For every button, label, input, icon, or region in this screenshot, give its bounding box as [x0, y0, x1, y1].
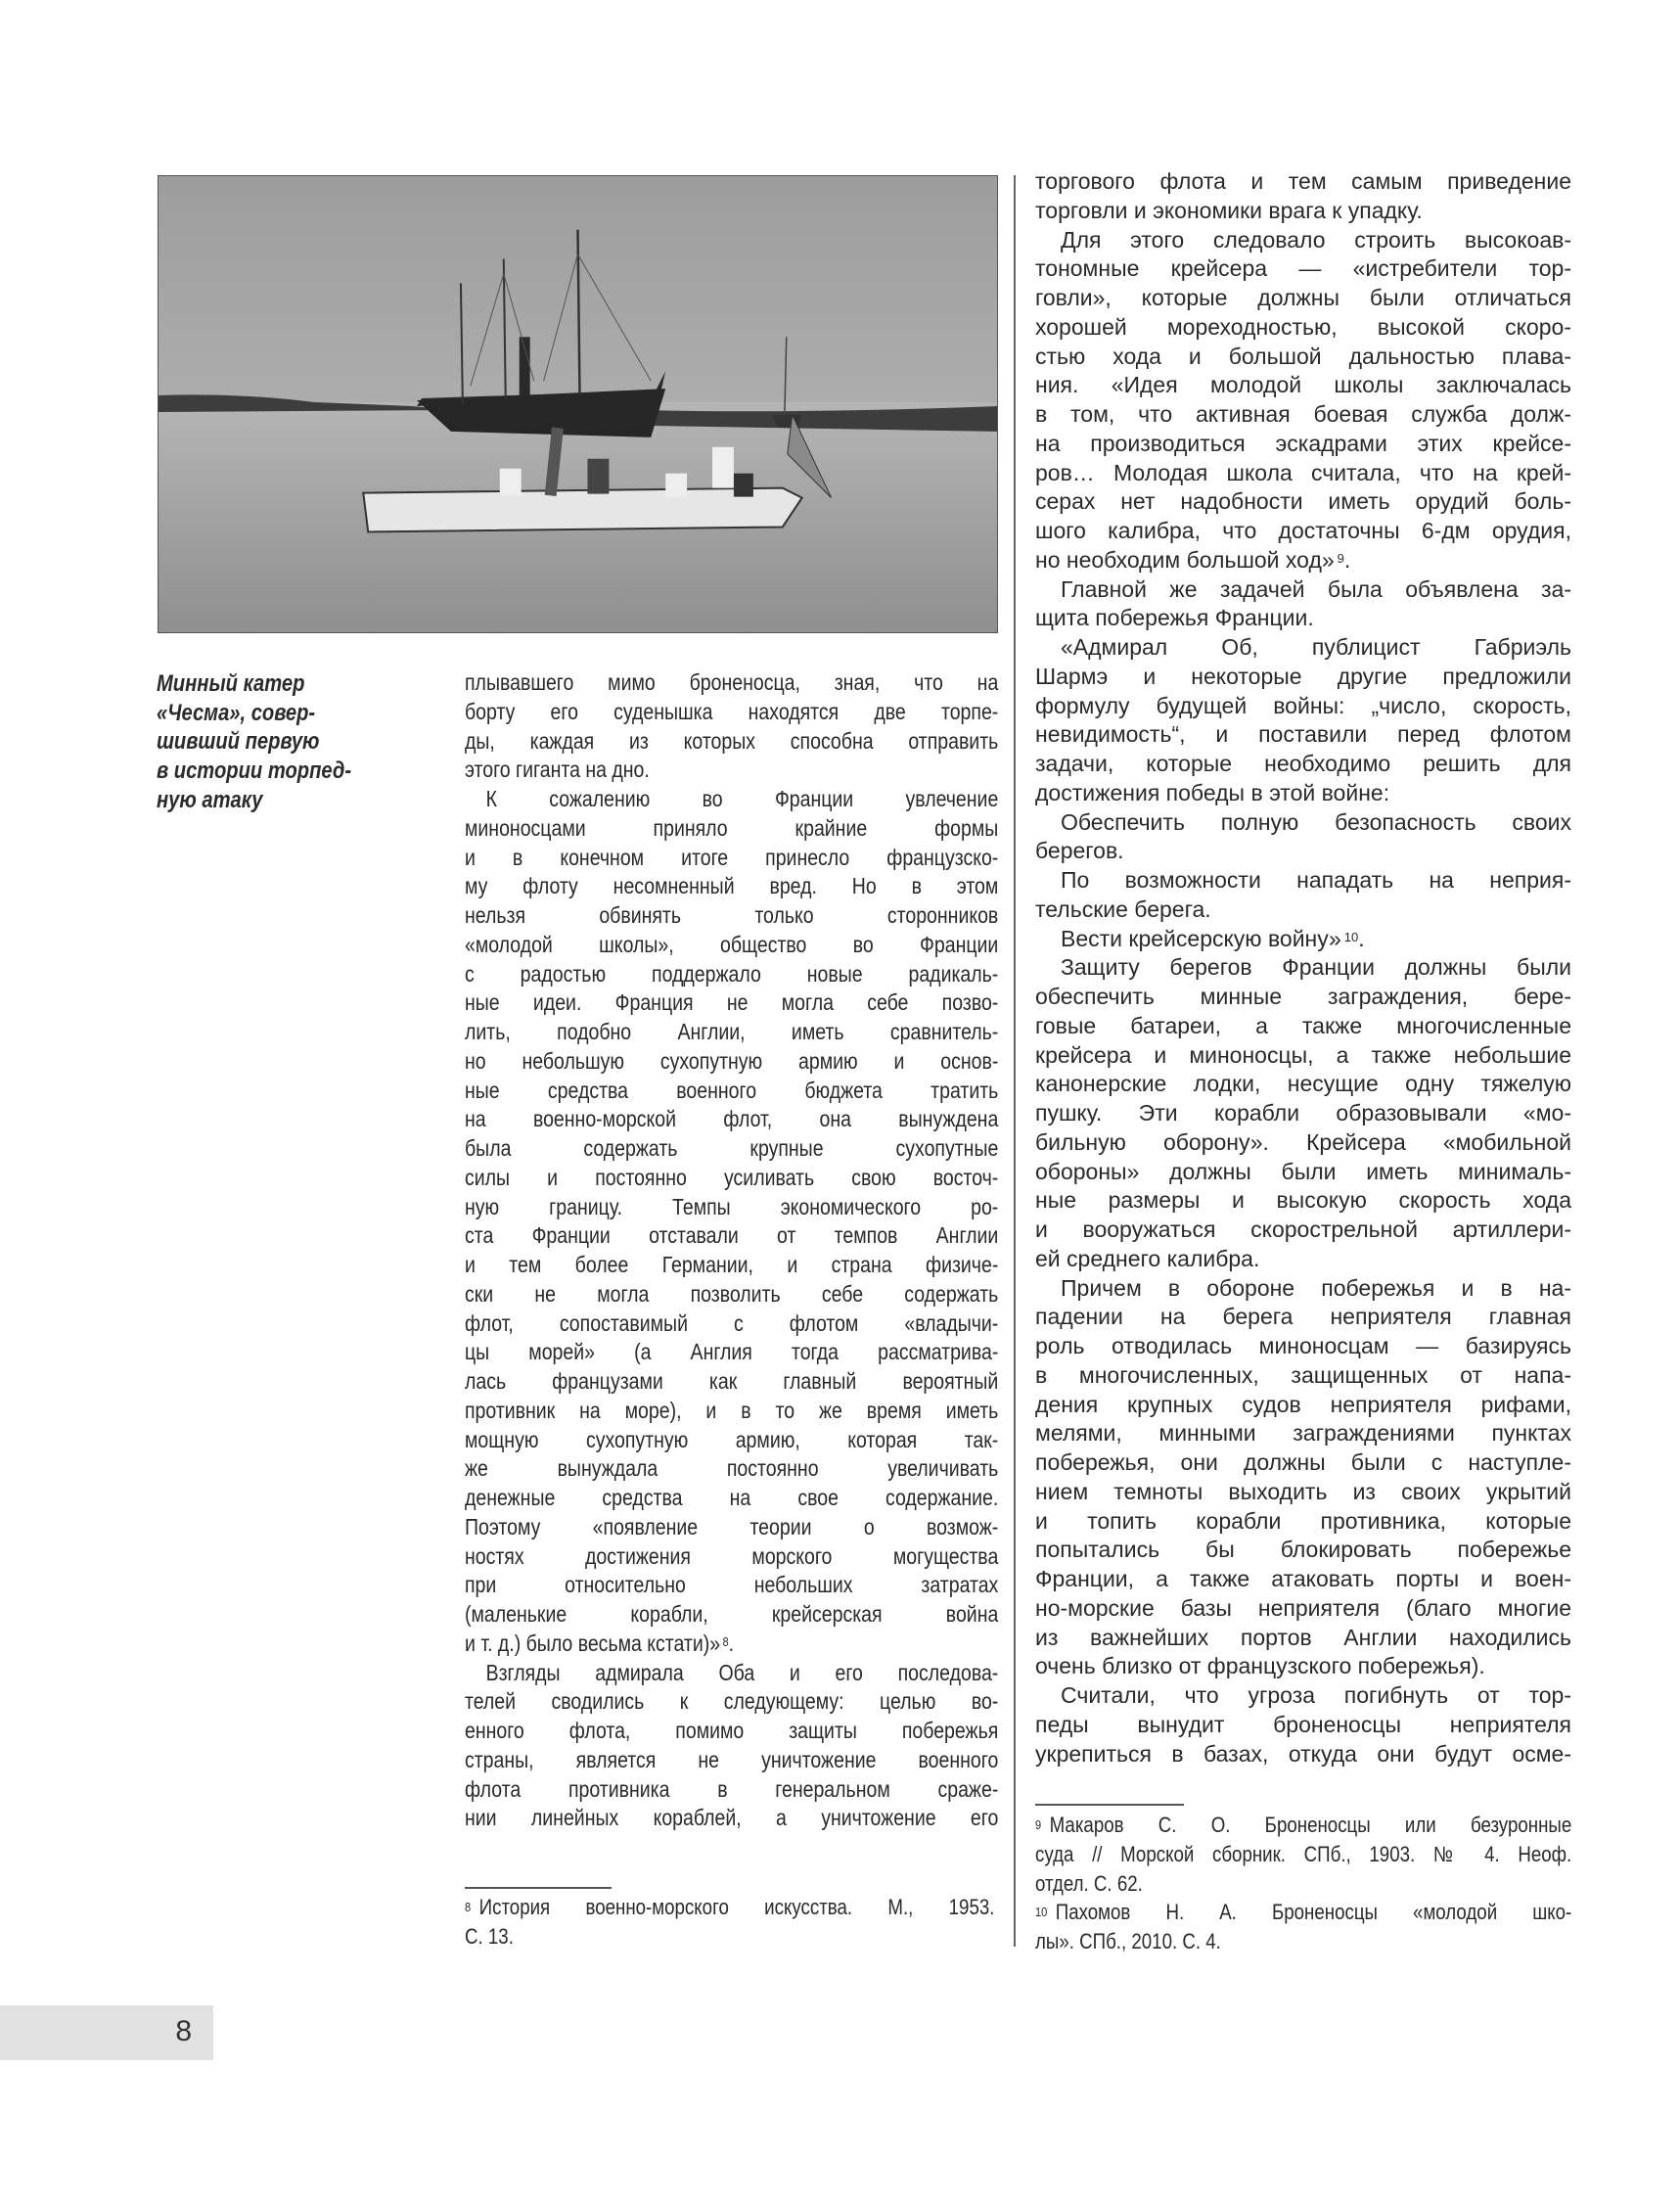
- text-line: [1035, 546, 1571, 575]
- text-line: [465, 1804, 998, 1833]
- text-line-content: обороны» должны были иметь минималь-: [1035, 1158, 1571, 1184]
- text-line-content: очень близко от французского побережья).: [1035, 1653, 1485, 1679]
- text-line: [465, 844, 998, 873]
- text-line-content: ей среднего калибра.: [1035, 1245, 1260, 1271]
- footnote-ref: 8: [722, 1633, 729, 1649]
- text-line: [1035, 925, 1571, 954]
- text-line: [1035, 459, 1571, 488]
- text-line-content: лить, подобно Англии, иметь сравнитель-: [465, 1019, 999, 1044]
- text-line-content: ста Франции отставали от темпов Англии: [465, 1222, 999, 1249]
- punctuation: .: [1343, 546, 1351, 573]
- text-line: [1035, 896, 1571, 925]
- text-line-content: Поэтому «появление теории о возмож-: [465, 1513, 999, 1539]
- text-line: [1035, 167, 1571, 197]
- text-line-content: берегов.: [1035, 838, 1124, 864]
- text-line-content: но небольшую сухопутную армию и основ-: [465, 1047, 999, 1074]
- text-line-content: укрепиться в базах, откуда они будут осме-: [1035, 1740, 1571, 1767]
- text-line: [1035, 750, 1571, 779]
- text-line: [1035, 197, 1571, 226]
- text-line: [465, 1746, 998, 1775]
- text-line: [1035, 430, 1571, 459]
- text-line: [1035, 633, 1571, 663]
- text-line: [1035, 866, 1571, 896]
- text-line: [465, 1164, 998, 1193]
- text-line-content: нии линейных кораблей, а уничтожение его: [465, 1805, 999, 1831]
- footnote-number: 8: [465, 1900, 472, 1914]
- caption-line: в истории торпед-: [157, 758, 352, 785]
- page-number: 8: [175, 2015, 192, 2047]
- text-line-content: стью хода и большой дальностью плава-: [1035, 343, 1571, 369]
- text-line: [1035, 1681, 1571, 1711]
- text-line-content: этого гиганта на дно.: [465, 757, 650, 783]
- text-line-content: щита побережья Франции.: [1035, 605, 1314, 631]
- footnote-ref: 9: [1337, 550, 1344, 566]
- text-line-content: Главной же задачей была объявлена за-: [1061, 575, 1571, 602]
- text-line: [465, 756, 998, 785]
- text-line: [1035, 1186, 1571, 1216]
- text-line-content: побережья, они должны были с наступле-: [1035, 1449, 1571, 1475]
- text-line: [1035, 1740, 1571, 1769]
- text-line-content: Франции, а также атаковать порты и воен-: [1035, 1566, 1571, 1591]
- text-line: [1035, 1478, 1571, 1507]
- footnote-number: 10: [1035, 1905, 1048, 1920]
- paragraph: [1035, 953, 1571, 1273]
- text-line-content: К сожалению во Франции увлечение: [485, 786, 999, 811]
- text-line-content: формулу будущей войны: „число, скорость,: [1035, 692, 1571, 718]
- caption-line: ную атаку: [157, 786, 263, 813]
- text-line: [1035, 1303, 1571, 1332]
- text-line: [465, 1077, 998, 1106]
- text-line: [465, 1280, 998, 1309]
- punctuation: .: [1358, 925, 1365, 951]
- text-line-content: Шармэ и некоторые другие предложили: [1035, 663, 1571, 689]
- text-line: [465, 1571, 998, 1600]
- text-line: [1035, 1448, 1571, 1478]
- text-line-content: пушку. Эти корабли образовывали «мо-: [1035, 1100, 1571, 1125]
- text-line: [465, 1659, 998, 1688]
- caption-line: Минный катер: [157, 670, 305, 697]
- footnote-line: [1035, 1811, 1571, 1840]
- footnote-text: Пахомов Н. А. Броненосцы «молодой шко-: [1055, 1900, 1572, 1925]
- text-line: [1035, 1507, 1571, 1537]
- text-line: [465, 1134, 998, 1164]
- text-line-content: Обеспечить полную безопасность своих: [1061, 808, 1571, 835]
- text-line: [465, 785, 998, 814]
- text-line-content: в том, что активная боевая служба долж-: [1035, 401, 1571, 427]
- footnote-text: отдел. С. 62.: [1035, 1870, 1143, 1896]
- text-line-content: ные идеи. Франция не могла себе позво-: [465, 989, 999, 1016]
- text-line: [1035, 371, 1571, 400]
- footnote-number: 9: [1035, 1817, 1042, 1832]
- text-line-content: достижения победы в этой войне:: [1035, 779, 1390, 805]
- footnote-line: [465, 1922, 994, 1952]
- text-line: [465, 1484, 998, 1513]
- footnote: [1035, 1811, 1571, 1898]
- paragraph: [1035, 575, 1571, 634]
- text-line-content: педы вынудит броненосцы неприятеля: [1035, 1711, 1571, 1737]
- text-line-content: ностях достижения морского могущества: [465, 1542, 999, 1569]
- text-line: [465, 872, 998, 901]
- caption-line: «Чесма», совер-: [157, 699, 316, 726]
- text-line: [1035, 1594, 1571, 1624]
- paragraph: [465, 668, 998, 785]
- text-line: [1035, 808, 1571, 838]
- text-line-content: и тем более Германии, и страна физиче-: [465, 1252, 999, 1277]
- text-line: [465, 1600, 998, 1630]
- text-line: [1035, 953, 1571, 983]
- text-line-content: «молодой школы», общество во Франции: [465, 931, 999, 957]
- text-line-content: задачи, которые необходимо решить для: [1035, 751, 1571, 776]
- text-line: [1035, 1070, 1571, 1099]
- text-line: [1035, 1536, 1571, 1565]
- text-line: [465, 960, 998, 989]
- text-line-content: но необходим большой ход»: [1035, 546, 1335, 573]
- footnote-line: [465, 1893, 994, 1922]
- text-line: [1035, 663, 1571, 692]
- text-line-content: ния. «Идея молодой школы заключалась: [1035, 372, 1571, 398]
- text-line: [1035, 400, 1571, 430]
- text-line-content: Причем в обороне побережья и в на-: [1061, 1274, 1571, 1301]
- text-line: [1035, 343, 1571, 372]
- text-line-content: флот, сопоставимый с флотом «владычи-: [465, 1309, 999, 1336]
- photo-torpedo-boat-chesma: [158, 175, 998, 633]
- text-line-content: мощную сухопутную армию, которая так-: [465, 1426, 999, 1452]
- text-line-content: серах нет надобности иметь орудий боль-: [1035, 488, 1571, 515]
- text-line-content: говли», которые должны были отличаться: [1035, 285, 1571, 310]
- text-line: [1035, 313, 1571, 343]
- text-line-content: в многочисленных, защищенных от напа-: [1035, 1361, 1571, 1388]
- text-line-content: обеспечить минные заграждения, бере-: [1035, 984, 1571, 1009]
- text-line: [1035, 1391, 1571, 1420]
- text-line-content: Для этого следовало строить высокоав-: [1061, 226, 1571, 253]
- text-line: [465, 1775, 998, 1805]
- text-line: [1035, 983, 1571, 1012]
- text-line: [1035, 1624, 1571, 1653]
- text-line: [1035, 254, 1571, 284]
- text-line-content: на производиться эскадрами этих крейсе-: [1035, 430, 1571, 456]
- text-line: [1035, 1099, 1571, 1128]
- caption-line: шивший первую: [157, 728, 320, 756]
- text-line-content: же вынуждала постоянно увеличивать: [465, 1455, 999, 1482]
- paragraph: [465, 785, 998, 1659]
- text-line-content: бильную оборону». Крейсера «мобильной: [1035, 1128, 1571, 1155]
- body-column-middle: [465, 668, 998, 1833]
- body-column-right: [1035, 167, 1571, 1769]
- text-line-content: По возможности нападать на неприя-: [1061, 867, 1571, 893]
- paragraph: [1035, 866, 1571, 925]
- text-line-content: говые батареи, а также многочисленные: [1035, 1012, 1571, 1038]
- footnote-line: [1035, 1898, 1571, 1927]
- text-line: [465, 1047, 998, 1077]
- footnote: [465, 1893, 994, 1952]
- footnote-text: Макаров С. О. Броненосцы или безуронные: [1049, 1813, 1572, 1837]
- text-line: [1035, 1158, 1571, 1187]
- paragraph: [1035, 1681, 1571, 1769]
- text-line: [465, 931, 998, 960]
- footnote-separator: [1035, 1804, 1184, 1806]
- text-line: [465, 1251, 998, 1280]
- footnote-line: [1035, 1840, 1571, 1869]
- text-line-content: Защиту берегов Франции должны были: [1061, 954, 1571, 981]
- text-line: [465, 1105, 998, 1134]
- page-number-box: [0, 2005, 213, 2060]
- text-line: [465, 1454, 998, 1484]
- text-line-content: ные размеры и высокую скорость хода: [1035, 1187, 1571, 1214]
- text-line-content: тельские берега.: [1035, 896, 1211, 922]
- text-line: [1035, 1216, 1571, 1245]
- text-line-content: миноносцами приняло крайние формы: [465, 814, 999, 841]
- column-divider: [1014, 175, 1016, 1947]
- paragraph: [1035, 925, 1571, 954]
- text-line: [465, 727, 998, 757]
- text-line-content: нельзя обвинять только сторонников: [465, 902, 999, 928]
- text-line-content: при относительно небольших затратах: [465, 1572, 999, 1598]
- footnote-ref: 10: [1343, 929, 1359, 944]
- paragraph: [465, 1659, 998, 1834]
- text-line: [465, 1426, 998, 1455]
- text-line: [465, 1397, 998, 1426]
- text-line: [1035, 284, 1571, 313]
- text-line-content: цы морей» (а Англия тогда рассматрива-: [465, 1339, 999, 1365]
- footnote-text: С. 13.: [465, 1923, 514, 1949]
- photo-image: [159, 176, 997, 632]
- text-line-content: дения крупных судов неприятеля рифами,: [1035, 1391, 1571, 1417]
- text-line: [1035, 226, 1571, 255]
- text-line: [465, 1630, 998, 1659]
- text-line-content: борту его суденышка находятся две торпе-: [465, 698, 999, 724]
- text-line: [1035, 1361, 1571, 1391]
- text-line-content: ную границу. Темпы экономического ро-: [465, 1193, 999, 1219]
- footnote-line: [1035, 1927, 1571, 1956]
- text-line-content: «Адмирал Об, публицист Габриэль: [1061, 634, 1571, 660]
- text-line-content: лась французами как главный вероятный: [465, 1368, 999, 1394]
- text-line: [1035, 1274, 1571, 1304]
- text-line-content: Вести крейсерскую войну»: [1061, 925, 1341, 951]
- text-line: [1035, 1041, 1571, 1071]
- text-line-content: силы и постоянно усиливать свою восточ-: [465, 1164, 999, 1190]
- text-line: [1035, 1711, 1571, 1740]
- text-line: [1035, 1245, 1571, 1274]
- figure-caption: [157, 669, 403, 815]
- text-line-content: но-морские базы неприятеля (благо многие: [1035, 1594, 1571, 1621]
- text-line: [465, 814, 998, 844]
- text-line: [465, 1221, 998, 1251]
- punctuation: .: [728, 1630, 735, 1656]
- text-line: [465, 1513, 998, 1542]
- text-line-content: флота противника в генеральном сраже-: [465, 1775, 999, 1802]
- text-line-content: канонерские лодки, несущие одну тяжелую: [1035, 1071, 1571, 1097]
- text-line: [1035, 692, 1571, 721]
- text-line-content: ды, каждая из которых способна отправить: [465, 727, 999, 754]
- text-line-content: шого калибра, что достаточны 6-дм орудия,: [1035, 518, 1571, 543]
- text-line-content: попытались бы блокировать побережье: [1035, 1537, 1571, 1563]
- footnotes-right: [1035, 1811, 1571, 1956]
- text-line: [465, 988, 998, 1018]
- text-line-content: крейсера и миноносцы, а также небольшие: [1035, 1041, 1571, 1068]
- text-line-content: мелями, минными заграждениями пунктах: [1035, 1420, 1571, 1447]
- text-line: [465, 1717, 998, 1746]
- text-line-content: на военно-морской флот, она вынуждена: [465, 1106, 999, 1132]
- text-line-content: ров… Молодая школа считала, что на крей-: [1035, 459, 1571, 485]
- text-line-content: (маленькие корабли, крейсерская война: [465, 1601, 999, 1627]
- footnote-text: суда // Морской сборник. СПб., 1903. № 4. Неоф.: [1035, 1841, 1572, 1866]
- text-line: [465, 1338, 998, 1367]
- text-line-content: нием темноты выходить из своих укрытий: [1035, 1478, 1571, 1504]
- text-line-content: была содержать крупные сухопутные: [465, 1135, 999, 1161]
- text-line-content: Считали, что угроза погибнуть от тор-: [1061, 1682, 1571, 1708]
- paragraph: [1035, 226, 1571, 575]
- text-line-content: денежные средства на свое содержание.: [465, 1485, 999, 1510]
- text-line-content: страны, является не уничтожение военного: [465, 1746, 999, 1772]
- text-line-content: невидимость“, и поставили перед флотом: [1035, 721, 1571, 748]
- text-line: [1035, 1332, 1571, 1361]
- text-line-content: хорошей мореходностью, высокой скоро-: [1035, 313, 1571, 340]
- text-line: [465, 1542, 998, 1572]
- paragraph: [1035, 633, 1571, 808]
- text-line: [1035, 1565, 1571, 1594]
- text-line: [1035, 1128, 1571, 1158]
- text-line-content: му флоту несомненный вред. Но в этом: [465, 873, 999, 899]
- text-line-content: и вооружаться скорострельной артиллери-: [1035, 1217, 1571, 1242]
- text-line-content: роль отводилась миноносцам — базируясь: [1035, 1333, 1571, 1358]
- paragraph: [1035, 1274, 1571, 1682]
- text-line-content: ски не могла позволить себе содержать: [465, 1280, 999, 1307]
- text-line: [1035, 517, 1571, 546]
- paragraph: [1035, 808, 1571, 867]
- footnote-separator: [465, 1887, 612, 1889]
- text-line: [1035, 720, 1571, 750]
- text-line: [1035, 487, 1571, 517]
- footnote-line: [1035, 1869, 1571, 1899]
- text-line: [465, 1309, 998, 1339]
- footnote-text: лы». СПб., 2010. С. 4.: [1035, 1929, 1221, 1954]
- text-line-content: плывавшего мимо броненосца, зная, что на: [465, 669, 999, 695]
- text-line: [1035, 1012, 1571, 1041]
- text-line: [1035, 779, 1571, 808]
- text-line-content: и т. д.) было весьма кстати)»: [465, 1630, 721, 1656]
- text-line: [465, 901, 998, 931]
- text-line: [1035, 575, 1571, 605]
- text-line: [465, 1367, 998, 1397]
- text-line-content: и в конечном итоге принесло французско-: [465, 844, 999, 870]
- text-line: [465, 1018, 998, 1047]
- text-line-content: торговли и экономики врага к упадку.: [1035, 197, 1423, 223]
- text-line: [1035, 604, 1571, 633]
- text-line: [1035, 837, 1571, 866]
- text-line-content: и топить корабли противника, которые: [1035, 1507, 1571, 1534]
- text-line: [1035, 1419, 1571, 1448]
- text-line: [465, 1687, 998, 1717]
- text-line: [465, 668, 998, 698]
- text-line-content: падении на берега неприятеля главная: [1035, 1304, 1571, 1330]
- text-line: [1035, 1652, 1571, 1681]
- paragraph: [1035, 167, 1571, 226]
- text-line-content: енного флота, помимо защиты побережья: [465, 1718, 999, 1743]
- text-line-content: телей сводились к следующему: целью во-: [465, 1688, 999, 1715]
- footnote-text: История военно-морского искусства. М., 1953.: [478, 1895, 995, 1919]
- text-line-content: тономные крейсера — «истребители тор-: [1035, 255, 1571, 282]
- footnotes-left: [465, 1893, 994, 1952]
- text-line-content: Взгляды адмирала Оба и его последова-: [485, 1659, 999, 1685]
- text-line-content: ные средства военного бюджета тратить: [465, 1077, 999, 1103]
- text-line: [465, 1193, 998, 1222]
- text-line-content: торгового флота и тем самым приведение: [1035, 168, 1571, 194]
- text-line-content: из важнейших портов Англии находились: [1035, 1624, 1571, 1650]
- text-line: [465, 698, 998, 727]
- text-line-content: с радостью поддержало новые радикаль-: [465, 960, 999, 987]
- text-line-content: противник на море), и в то же время иметь: [465, 1397, 999, 1423]
- footnote: [1035, 1898, 1571, 1956]
